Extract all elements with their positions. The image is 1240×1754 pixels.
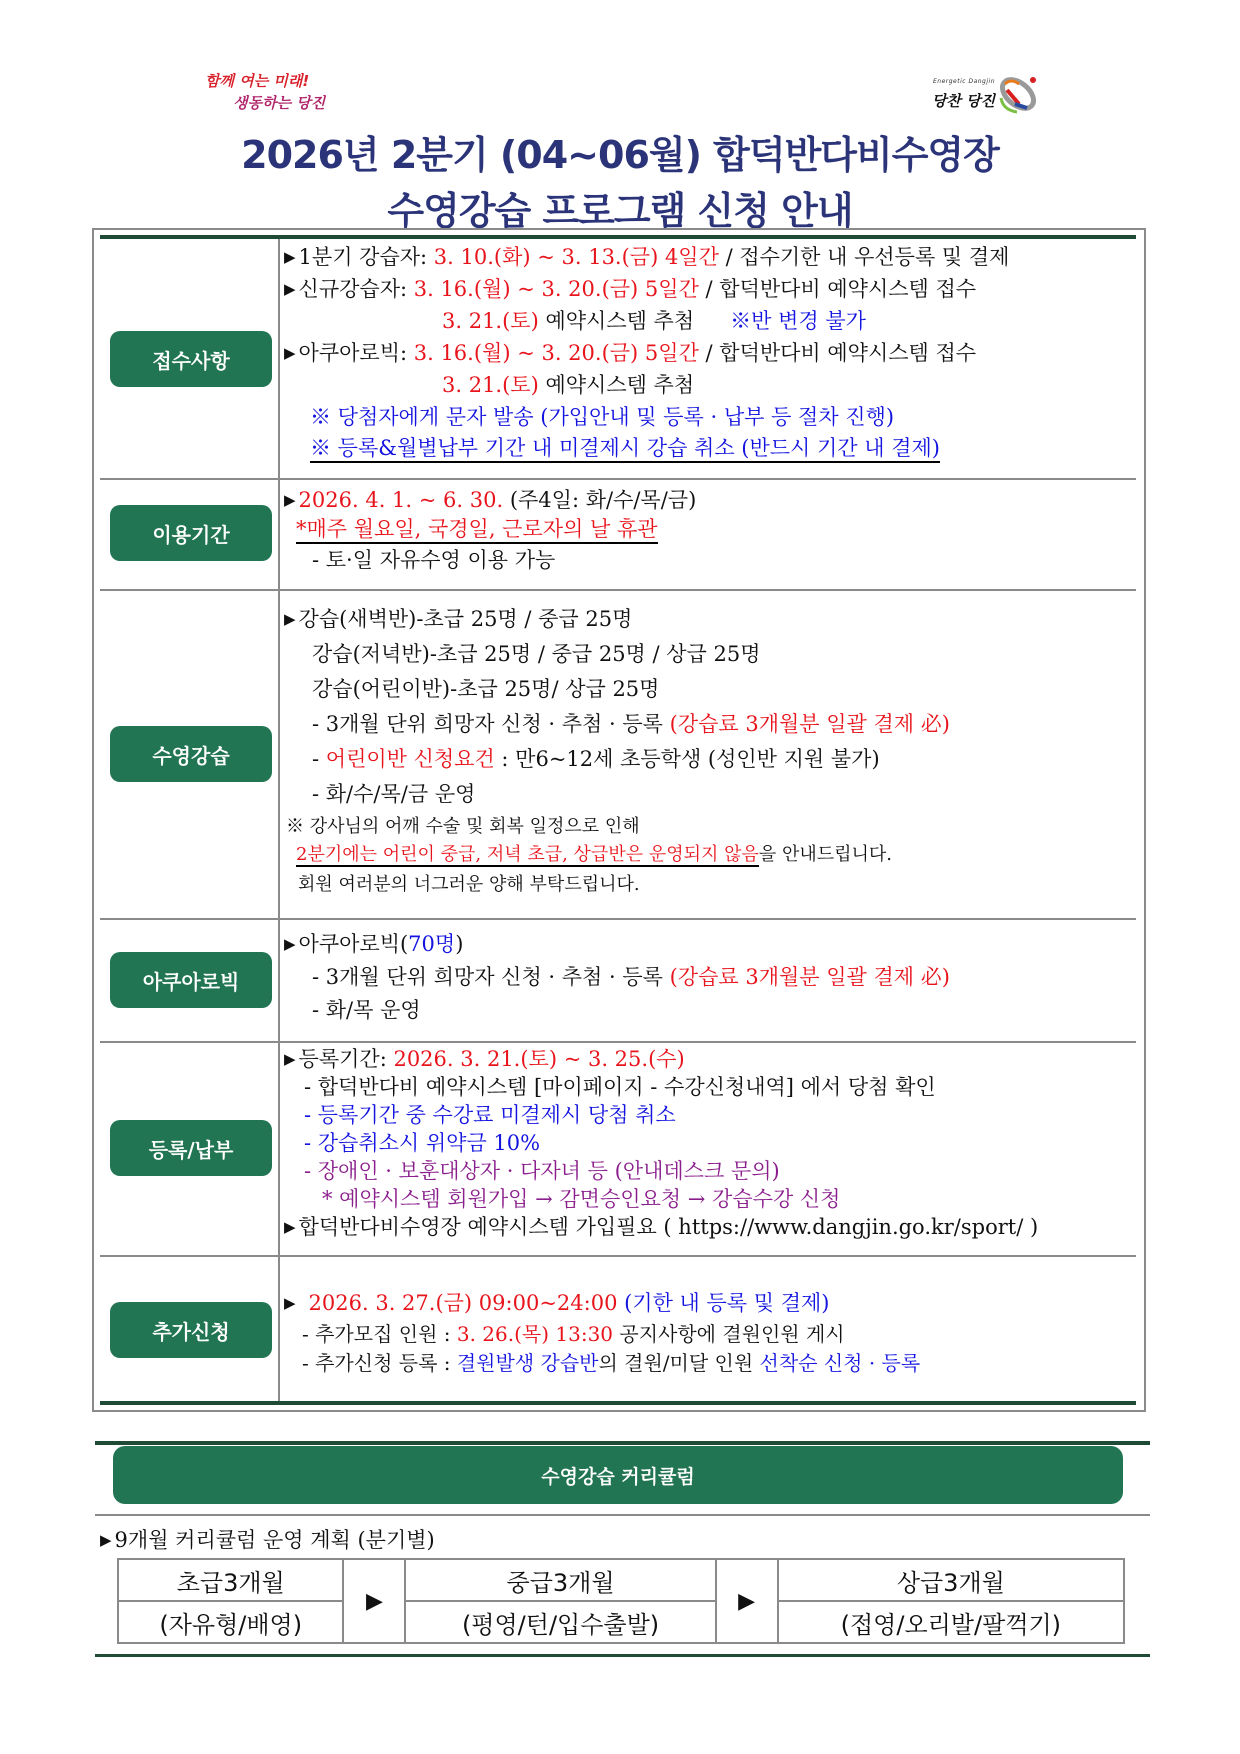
triangle-bullet-icon: ▶ (284, 610, 296, 628)
row-reception (100, 239, 1136, 480)
brand-korean: 당찬 당진 (931, 92, 995, 110)
lessons-apply: - 3개월 단위 희망자 신청 · 추첨 · 등록 (강습료 3개월분 일괄 결제 必) (312, 712, 950, 736)
curriculum-level-advanced: 상급3개월 (778, 1559, 1124, 1601)
label-aquarobic: 아쿠아로빅 (110, 952, 272, 1008)
triangle-bullet-icon: ▶ (284, 1294, 296, 1312)
row-registration (100, 1043, 1136, 1257)
label-period: 이용기간 (110, 505, 272, 561)
lessons-kids: 강습(어린이반)-초급 25명/ 상급 25명 (312, 677, 660, 701)
registration-discount-steps: * 예약시스템 회원가입 → 감면승인요청 → 강습수강 신청 (322, 1187, 841, 1211)
slogan-line2: 생동하는 당진 (233, 94, 326, 112)
curriculum-content-intermediate: (평영/턴/입수출발) (405, 1601, 715, 1643)
triangle-bullet-icon: ▶ (284, 1218, 296, 1236)
row-additional (100, 1257, 1136, 1404)
triangle-bullet-icon: ▶ (284, 935, 296, 953)
registration-period: ▶ 등록기간: 2026. 3. 21.(토) ~ 3. 25.(수) (284, 1047, 685, 1071)
row-period (100, 480, 1136, 591)
lessons-days: - 화/수/목/금 운영 (312, 782, 476, 806)
triangle-bullet-icon: ▶ (284, 1050, 296, 1068)
curriculum-level-intermediate: 중급3개월 (405, 1559, 715, 1601)
additional-date: ▶ 2026. 3. 27.(금) 09:00~24:00 (기한 내 등록 및 결제) (284, 1291, 830, 1315)
curriculum-content-beginner: (자유형/배영) (118, 1601, 343, 1643)
signup-link[interactable]: 합덕반다비수영장 예약시스템 가입필요 ( https://www.dangjin.go.kr/sport/ ) (298, 1215, 1039, 1239)
period-weekend: - 토·일 자유수영 이용 가능 (312, 548, 556, 572)
reception-note-sms: ※ 당첨자에게 문자 발송 (가입안내 및 등록 · 납부 등 절차 진행) (310, 405, 895, 429)
reception-aqua: ▶ 아쿠아로빅: 3. 16.(월) ~ 3. 20.(금) 5일간 / 합덕반다비 예약시스템 접수 (284, 341, 977, 365)
period-dates: ▶ 2026. 4. 1. ~ 6. 30. (주4일: 화/수/목/금) (284, 488, 697, 512)
label-reception: 접수사항 (110, 331, 272, 387)
lessons-evening: 강습(저녁반)-초급 25명 / 중급 25명 / 상급 25명 (312, 642, 761, 666)
curriculum-divider (95, 1514, 1150, 1516)
triangle-bullet-icon: ▶ (100, 1531, 112, 1549)
brand-logo (895, 70, 1045, 122)
registration-penalty: - 강습취소시 위약금 10% (304, 1131, 541, 1155)
period-closed-notice: *매주 월요일, 국경일, 근로자의 날 휴관 (296, 516, 658, 544)
reception-previous: ▶ 1분기 강습자: 3. 10.(화) ~ 3. 13.(금) 4일간 / 접수기한 내 우선등록 및 결제 (284, 245, 1010, 269)
registration-signup (284, 1213, 1038, 1241)
curriculum-level-beginner: 초급3개월 (118, 1559, 343, 1601)
row-aquarobic (100, 920, 1136, 1043)
reception-new: ▶ 신규강습자: 3. 16.(월) ~ 3. 20.(금) 5일간 / 합덕반다비 예약시스템 접수 (284, 277, 977, 301)
curriculum-bottom-rule (95, 1654, 1150, 1657)
row-lessons (100, 591, 1136, 920)
page-title-line2: 수영강습 프로그램 신청 안내 (387, 189, 853, 233)
arrow-right-icon: ▶ (343, 1559, 405, 1643)
label-lessons: 수영강습 (110, 726, 272, 782)
aquarobic-days: - 화/목 운영 (312, 998, 421, 1022)
dangjin-ring-logo-icon (995, 70, 1041, 118)
arrow-right-icon: ▶ (716, 1559, 778, 1643)
label-additional: 추가신청 (110, 1302, 272, 1358)
lessons-notice-reason: ※ 강사님의 어깨 수술 및 회복 일정으로 인해 (286, 816, 640, 837)
table-bottom-rule (100, 1401, 1136, 1405)
registration-discount: - 장애인 · 보훈대상자 · 다자녀 등 (안내데스크 문의) (304, 1159, 780, 1183)
triangle-bullet-icon: ▶ (284, 248, 296, 266)
triangle-bullet-icon: ▶ (284, 280, 296, 298)
aquarobic-title: ▶ 아쿠아로빅(70명) (284, 932, 464, 956)
curriculum-banner: 수영강습 커리큘럼 (113, 1446, 1123, 1504)
lessons-kids-requirement: - 어린이반 신청요건 : 만6~12세 초등학생 (성인반 지원 불가) (312, 747, 880, 771)
curriculum-plan: ▶ 9개월 커리큘럼 운영 계획 (분기별) (100, 1528, 435, 1552)
curriculum-top-rule (95, 1441, 1150, 1445)
aquarobic-apply: - 3개월 단위 희망자 신청 · 추첨 · 등록 (강습료 3개월분 일괄 결제 必) (312, 965, 950, 989)
registration-check: - 합덕반다비 예약시스템 [마이페이지 - 수강신청내역] 에서 당첨 확인 (304, 1075, 936, 1099)
slogan-line1: 함께 여는 미래! (205, 72, 310, 90)
reception-note-cancel: ※ 등록&월별납부 기간 내 미결제시 강습 취소 (반드시 기간 내 결제) (310, 435, 940, 463)
reception-new-draw: 3. 21.(토) 예약시스템 추첨 ※반 변경 불가 (442, 309, 866, 333)
additional-recruit: - 추가모집 인원 : 3. 26.(목) 13:30 공지사항에 결원인원 게시 (302, 1322, 845, 1346)
registration-unpaid: - 등록기간 중 수강료 미결제시 당첨 취소 (304, 1103, 676, 1127)
curriculum-content-advanced: (접영/오리발/팔꺽기) (778, 1601, 1124, 1643)
reception-aqua-draw: 3. 21.(토) 예약시스템 추첨 (442, 373, 695, 397)
additional-apply: - 추가신청 등록 : 결원발생 강습반의 결원/미달 인원 선착순 신청 · 등록 (302, 1351, 921, 1375)
label-registration: 등록/납부 (110, 1120, 272, 1176)
slogan-logo (205, 70, 345, 114)
brand-english: Energetic Dangjin (932, 78, 995, 85)
lessons-notice-suspended: 2분기에는 어린이 중급, 저녁 초급, 상급반은 운영되지 않음을 안내드립니다. (296, 844, 893, 865)
lessons-dawn: ▶ 강습(새벽반)-초급 25명 / 중급 25명 (284, 607, 633, 631)
triangle-bullet-icon: ▶ (284, 344, 296, 362)
curriculum-table (117, 1558, 1125, 1644)
triangle-bullet-icon: ▶ (284, 491, 296, 509)
page-title-line1: 2026년 2분기 (04~06월) 합덕반다비수영장 (241, 133, 999, 177)
lessons-notice-apology: 회원 여러분의 너그러운 양해 부탁드립니다. (298, 874, 640, 895)
